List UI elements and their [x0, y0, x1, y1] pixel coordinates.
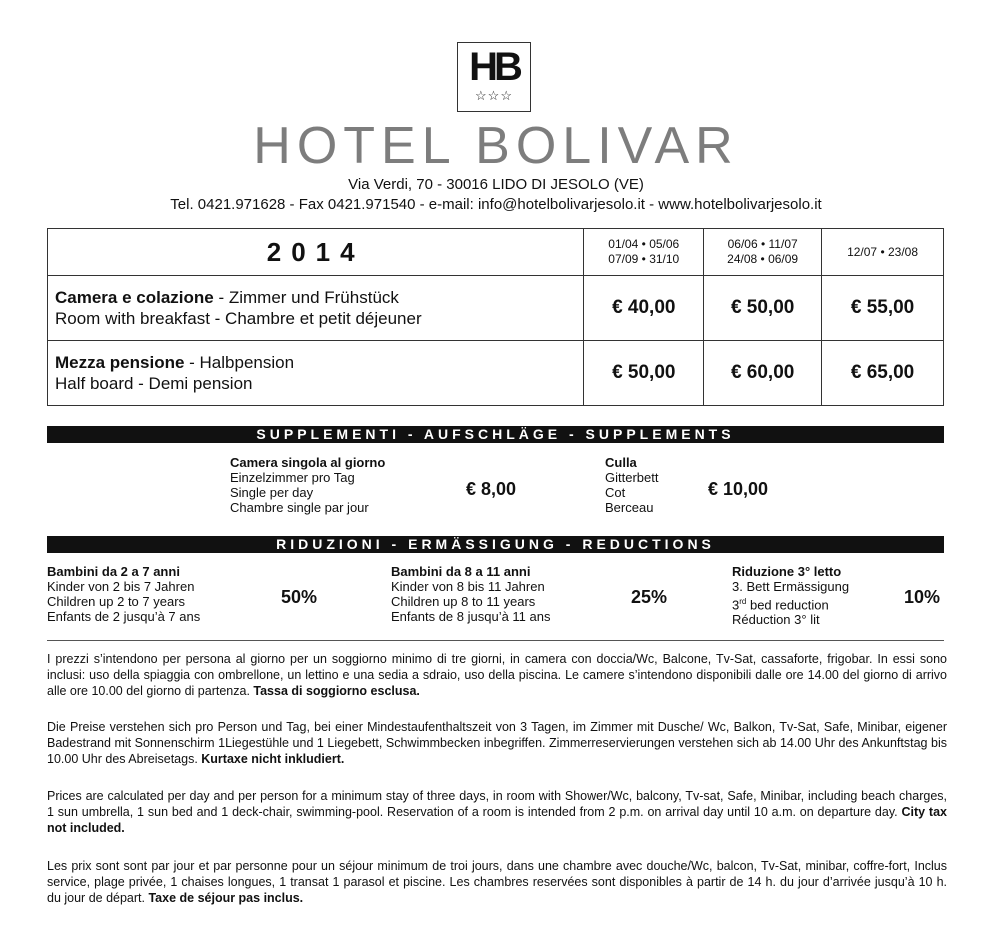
- reduction-children-2-7: Bambini da 2 a 7 anni Kinder von 2 bis 7 Jahren Children up 2 to 7 years Enfants de 2 jusqu’à 7 ans: [47, 564, 201, 624]
- notes-german: Die Preise verstehen sich pro Person und Tag, bei einer Mindestaufenthaltszeit von 3 Tagen, im Zimmer mit Dusche/ Wc, Balkon, Tv-Sat, Safe, Minibar, eigener Badestrand mit Sonnenschirm 1Liegestühle und 1 Liegebett, Schwimmbecken inbegriffen. Zimmerreservierungen verstehen sich ab 14.00 Uhr des Ankunftstag bis 10.00 Uhr des Abreisetags. Kurtaxe nicht inkludiert.: [47, 720, 947, 766]
- hotel-logo: [457, 42, 531, 112]
- rate-row-half-board: [48, 341, 944, 406]
- rate-row-bed-breakfast: [48, 276, 944, 341]
- notes-english: Prices are calculated per day and per person for a minimum stay of three days, in room with Shower/Wc, balcony, Tv-sat, Safe, Minibar, including beach charges, 1 sun umbrella, 1 sun bed and 1 deck-chair, swimming-pool. Reservation of a room is intended from 2 p.m. on arrival day until 10 a.m. on departure day. City tax not included.: [47, 789, 947, 835]
- three-star-icon: ☆☆☆: [475, 88, 513, 103]
- notes-italian: I prezzi s’intendono per persona al giorno per un soggiorno minimo di tre giorni, in camera con doccia/Wc, Balcone, Tv-Sat, cassaforte, frigobar. In essi sono inclusi: uso della spiaggia con ombrellone, un lettino e una sedia a sdraio, uso della piscina. Le camere s’intendono disponibili dalle ore 14.00 del giorno di arrivo alle ore 10.00 del giorno di partenza. Tassa di soggiorno esclusa.: [47, 652, 947, 698]
- rates-header-row: [48, 229, 944, 276]
- rates-table: [47, 228, 944, 406]
- rate-price: € 60,00: [704, 341, 822, 406]
- season-year: 2014: [48, 229, 584, 276]
- reductions-heading: RIDUZIONI - ERMÄSSIGUNG - REDUCTIONS: [47, 536, 944, 553]
- logo-monogram: HB: [469, 45, 519, 89]
- reduction-children-8-11-percent: 25%: [631, 587, 668, 607]
- rate-price: € 55,00: [822, 276, 944, 341]
- supplement-single-price: € 8,00: [466, 479, 517, 499]
- supplement-cot-price: € 10,00: [708, 479, 769, 499]
- reduction-children-2-7-percent: 50%: [281, 587, 318, 607]
- reduction-children-8-11: Bambini da 8 a 11 anni Kinder von 8 bis 11 Jahren Children up 8 to 11 years Enfants de 8 jusqu’à 11 ans: [391, 564, 551, 624]
- rate-description: Mezza pensione - Halbpension Half board - Demi pension: [48, 341, 584, 406]
- rate-description: Camera e colazione - Zimmer und Frühstück Room with breakfast - Chambre et petit déjeuner: [48, 276, 584, 341]
- period-high: 12/07 • 23/08: [822, 229, 944, 276]
- notes-french: Les prix sont sont par jour et par personne pour un séjour minimum de troi jours, dans une chambre avec douche/Wc, balcon, Tv-Sat, minibar, coffre-fort, Inclus service, plage privée, 1 chaises longues, 1 transat 1 parasol et piscine. Les chambres reservées sont disponibles à partir de 14 h. du jour d’arrivée jusqu’à 10 h. du jour de départ. Taxe de séjour pas inclus.: [47, 859, 947, 905]
- hotel-contact: Tel. 0421.971628 - Fax 0421.971540 - e-mail: info@hotelbolivarjesolo.it - www.hotelbolivarjesolo.it: [170, 196, 822, 213]
- reduction-third-bed-percent: 10%: [904, 587, 941, 607]
- supplement-cot: Culla Gitterbett Cot Berceau: [605, 455, 659, 515]
- rate-price: € 40,00: [584, 276, 704, 341]
- hotel-name: HOTEL BOLIVAR: [253, 117, 739, 175]
- period-low: 01/04 • 05/06 07/09 • 31/10: [584, 229, 704, 276]
- hotel-address: Via Verdi, 70 - 30016 LIDO DI JESOLO (VE): [348, 176, 644, 193]
- reduction-third-bed: Riduzione 3° letto 3. Bett Ermässigung 3rd bed reduction Réduction 3° lit: [732, 564, 850, 628]
- supplement-single-room: Camera singola al giorno Einzelzimmer pro Tag Single per day Chambre single par jour: [230, 455, 386, 515]
- divider: [47, 640, 944, 641]
- supplements-heading: SUPPLEMENTI - AUFSCHLÄGE - SUPPLEMENTS: [47, 426, 944, 443]
- rate-price: € 65,00: [822, 341, 944, 406]
- rate-price: € 50,00: [704, 276, 822, 341]
- period-mid: 06/06 • 11/07 24/08 • 06/09: [704, 229, 822, 276]
- rate-price: € 50,00: [584, 341, 704, 406]
